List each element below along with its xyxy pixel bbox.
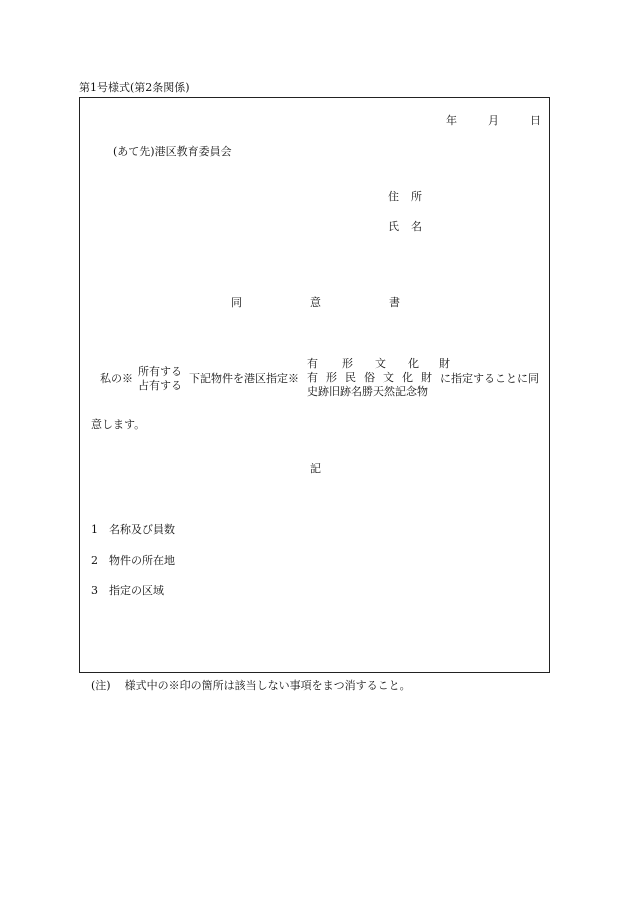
consent-suffix: に指定することに同 xyxy=(440,372,539,385)
consent-continuation: 意します。 xyxy=(91,418,146,431)
ownership-options xyxy=(138,365,182,393)
ownership-option-occupy: 占有する xyxy=(138,379,182,392)
footnote-label: (注) xyxy=(91,679,111,692)
address-label xyxy=(388,191,422,202)
item-label: 物件の所在地 xyxy=(109,554,175,567)
designation-historic: 史跡旧跡名勝天然記念物 xyxy=(307,385,428,398)
title-char-3: 書 xyxy=(389,296,400,309)
designation-char: 民 xyxy=(345,371,356,384)
address-label-1: 住 xyxy=(388,190,399,203)
designation-char: 形 xyxy=(342,357,353,370)
item-label: 名称及び員数 xyxy=(109,523,175,536)
date-month: 月 xyxy=(488,114,499,127)
date-day: 日 xyxy=(530,114,541,127)
ki-heading: 記 xyxy=(310,462,321,475)
designation-row-tangible xyxy=(307,357,450,371)
designation-char: 有 xyxy=(307,357,318,370)
designation-char: 財 xyxy=(439,357,450,370)
item-1 xyxy=(91,524,175,535)
designation-row-historic xyxy=(307,385,450,399)
title-char-1: 同 xyxy=(231,296,242,309)
footnote xyxy=(91,680,411,691)
date-year: 年 xyxy=(446,114,457,127)
consent-prefix: 私の※ xyxy=(100,372,133,385)
item-number: 1 xyxy=(91,523,98,536)
date-line xyxy=(446,115,541,126)
item-3 xyxy=(91,585,164,596)
consent-middle: 下記物件を港区指定※ xyxy=(189,372,299,385)
designation-char: 化 xyxy=(402,371,413,384)
footnote-text: 様式中の※印の箇所は該当しない事項をまつ消すること。 xyxy=(124,679,411,692)
title-char-2: 意 xyxy=(310,296,321,309)
address-label-2: 所 xyxy=(411,190,422,203)
item-label: 指定の区域 xyxy=(109,584,164,597)
item-2 xyxy=(91,555,175,566)
form-label: 第1号様式(第2条関係) xyxy=(79,81,190,94)
designation-char: 形 xyxy=(326,371,337,384)
designation-char: 文 xyxy=(375,357,386,370)
item-number: 2 xyxy=(91,554,98,567)
designation-char: 有 xyxy=(307,371,318,384)
designation-char: 俗 xyxy=(364,371,375,384)
item-number: 3 xyxy=(91,584,98,597)
name-label-2: 名 xyxy=(411,220,422,233)
name-label-1: 氏 xyxy=(388,220,399,233)
name-label xyxy=(388,221,422,232)
designation-options xyxy=(307,357,450,399)
designation-char: 財 xyxy=(421,371,432,384)
designation-char: 化 xyxy=(408,357,419,370)
ownership-option-own: 所有する xyxy=(138,365,182,378)
addressee: (あて先)港区教育委員会 xyxy=(113,145,232,158)
designation-row-folk xyxy=(307,371,450,385)
designation-char: 文 xyxy=(383,371,394,384)
